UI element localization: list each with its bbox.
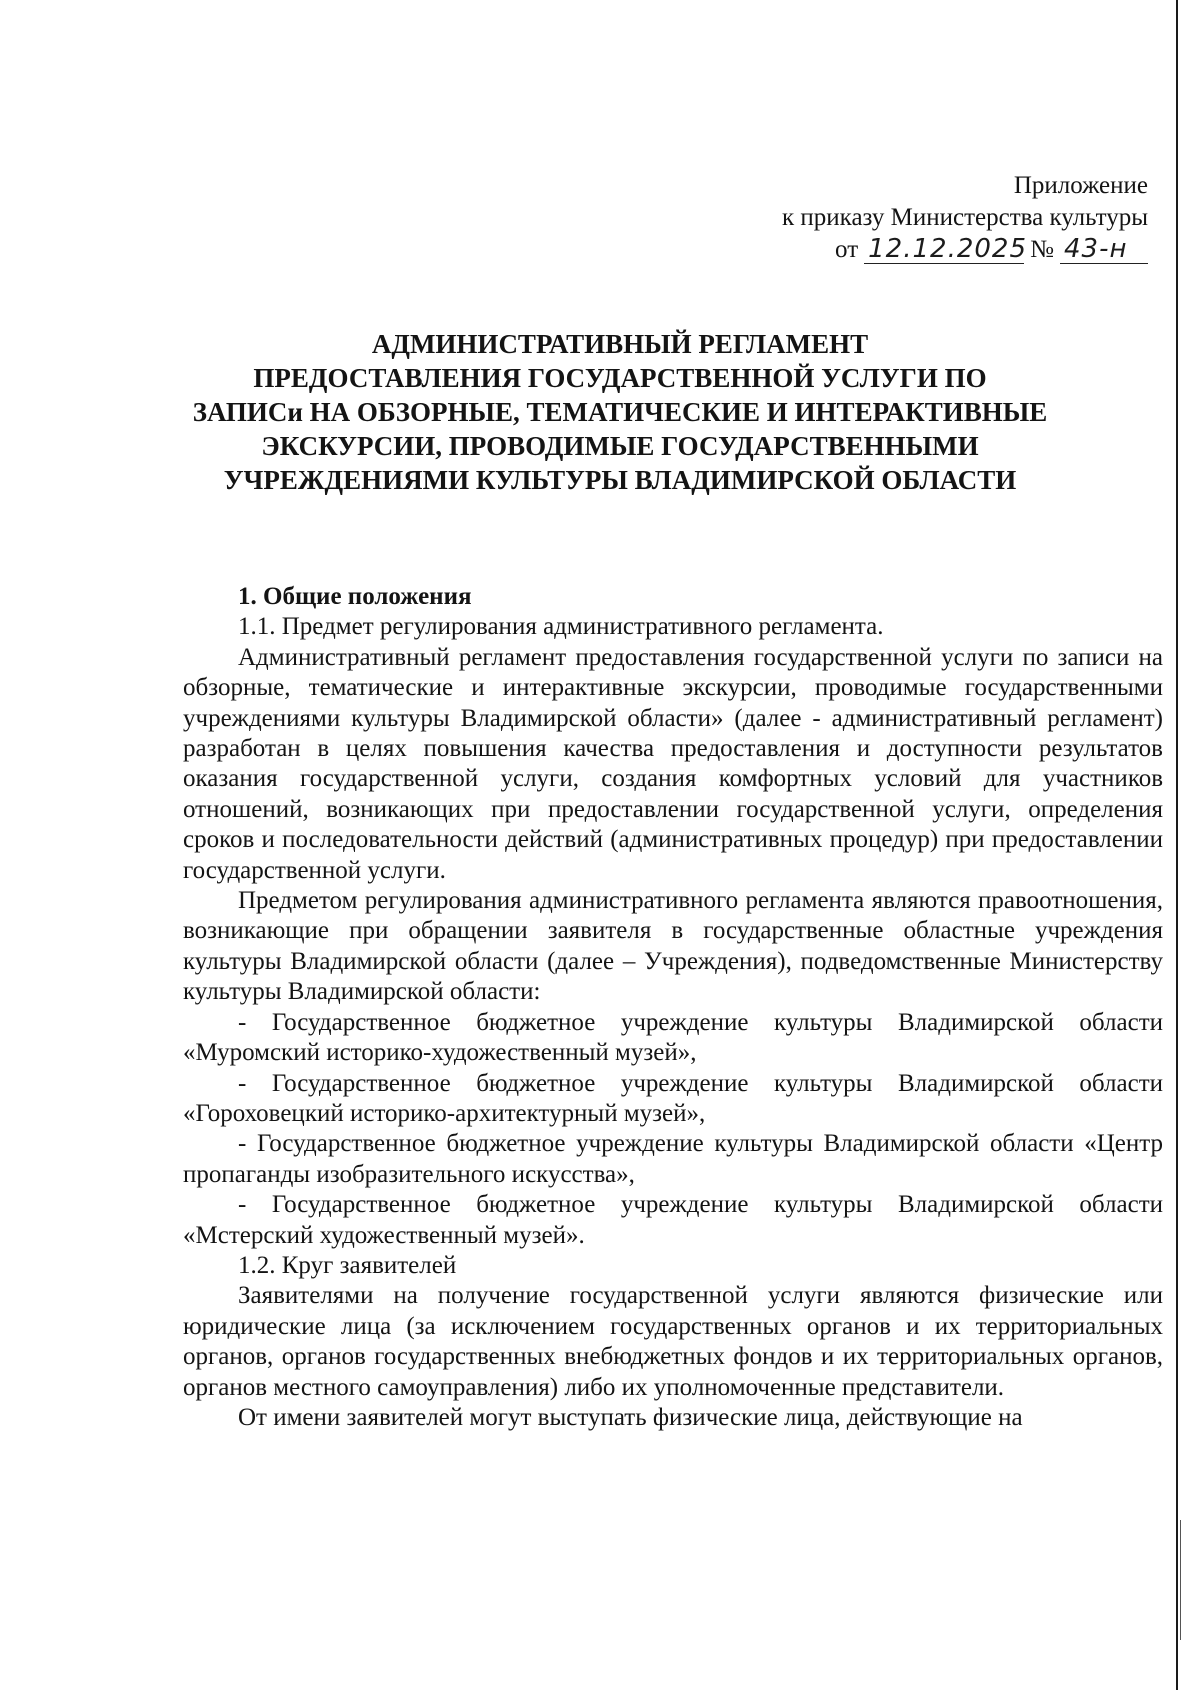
number-prefix: № — [1030, 236, 1054, 263]
scan-edge-mark — [1180, 1520, 1181, 1640]
title-line-2: ПРЕДОСТАВЛЕНИЯ ГОСУДАРСТВЕННОЙ УСЛУГИ ПО — [253, 363, 987, 393]
date-prefix: от — [835, 236, 859, 263]
paragraph-purpose: Административный регламент предоставления государственной услуги по записи на обзорные, тематические и интерактивные экскурсии, проводимые государственными учреждениями культуры Владимирской области» (далее - административный регламент) разработан в целях повышения качества предоставления и доступности результатов оказания государственной услуги, создания комфортных условий для участников отношений, возникающих при предоставлении государственной услуги, определения сроков и последовательности действий (административных процедур) при предоставлении государственной услуги. — [183, 643, 1163, 884]
paragraph-applicants: Заявителями на получение государственной услуги являются физические или юридические лица (за исключением государственных органов и их территориальных органов, органов государственных внебюджетных фондов и их территориальных органов, органов местного самоуправления) либо их уполномоченные представители. — [183, 1282, 1163, 1401]
appendix-order-ref: к приказу Министерства культуры — [782, 204, 1148, 231]
appendix-date-line — [782, 234, 1148, 266]
handwritten-number: 43-н — [1060, 235, 1148, 264]
handwritten-date: 12.12.2025 — [864, 235, 1024, 264]
institution-list-item: - Государственное бюджетное учреждение культуры Владимирской области «Гороховецкий историко-архитектурный музей», — [183, 1069, 1163, 1127]
institution-list-item: - Государственное бюджетное учреждение культуры Владимирской области «Центр пропаганды изобразительного искусства», — [183, 1130, 1163, 1188]
subsection-1-1: 1.1. Предмет регулирования административного регламента. — [238, 613, 884, 641]
document-title — [120, 327, 1120, 497]
appendix-header — [782, 170, 1148, 266]
title-line-3: ЗАПИСи НА ОБЗОРНЫЕ, ТЕМАТИЧЕСКИЕ И ИНТЕРАКТИВНЫЕ — [192, 397, 1048, 427]
title-line-1: АДМИНИСТРАТИВНЫЙ РЕГЛАМЕНТ — [371, 329, 869, 359]
scan-edge-line — [1176, 0, 1178, 1690]
section-heading: 1. Общие положения — [238, 583, 472, 610]
paragraph-subject: Предметом регулирования административного регламента являются правоотношения, возникающие при обращении заявителя в государственные областные учреждения культуры Владимирской области (далее – Учреждения), подведомственные Министерству культуры Владимирской области: — [183, 887, 1163, 1006]
title-line-5: УЧРЕЖДЕНИЯМИ КУЛЬТУРЫ ВЛАДИМИРСКОЙ ОБЛАСТИ — [223, 465, 1017, 495]
title-line-4: ЭКСКУРСИИ, ПРОВОДИМЫЕ ГОСУДАРСТВЕННЫМИ — [261, 431, 979, 461]
paragraph-representatives: От имени заявителей могут выступать физические лица, действующие на — [238, 1403, 1023, 1431]
appendix-title: Приложение — [1013, 172, 1148, 199]
institution-list-item: - Государственное бюджетное учреждение культуры Владимирской области «Мстерский художественный музей». — [183, 1191, 1163, 1249]
subsection-1-2: 1.2. Круг заявителей — [238, 1251, 457, 1279]
institution-list-item: - Государственное бюджетное учреждение культуры Владимирской области «Муромский историко-художественный музей», — [183, 1008, 1163, 1067]
document-body — [183, 582, 1163, 1433]
